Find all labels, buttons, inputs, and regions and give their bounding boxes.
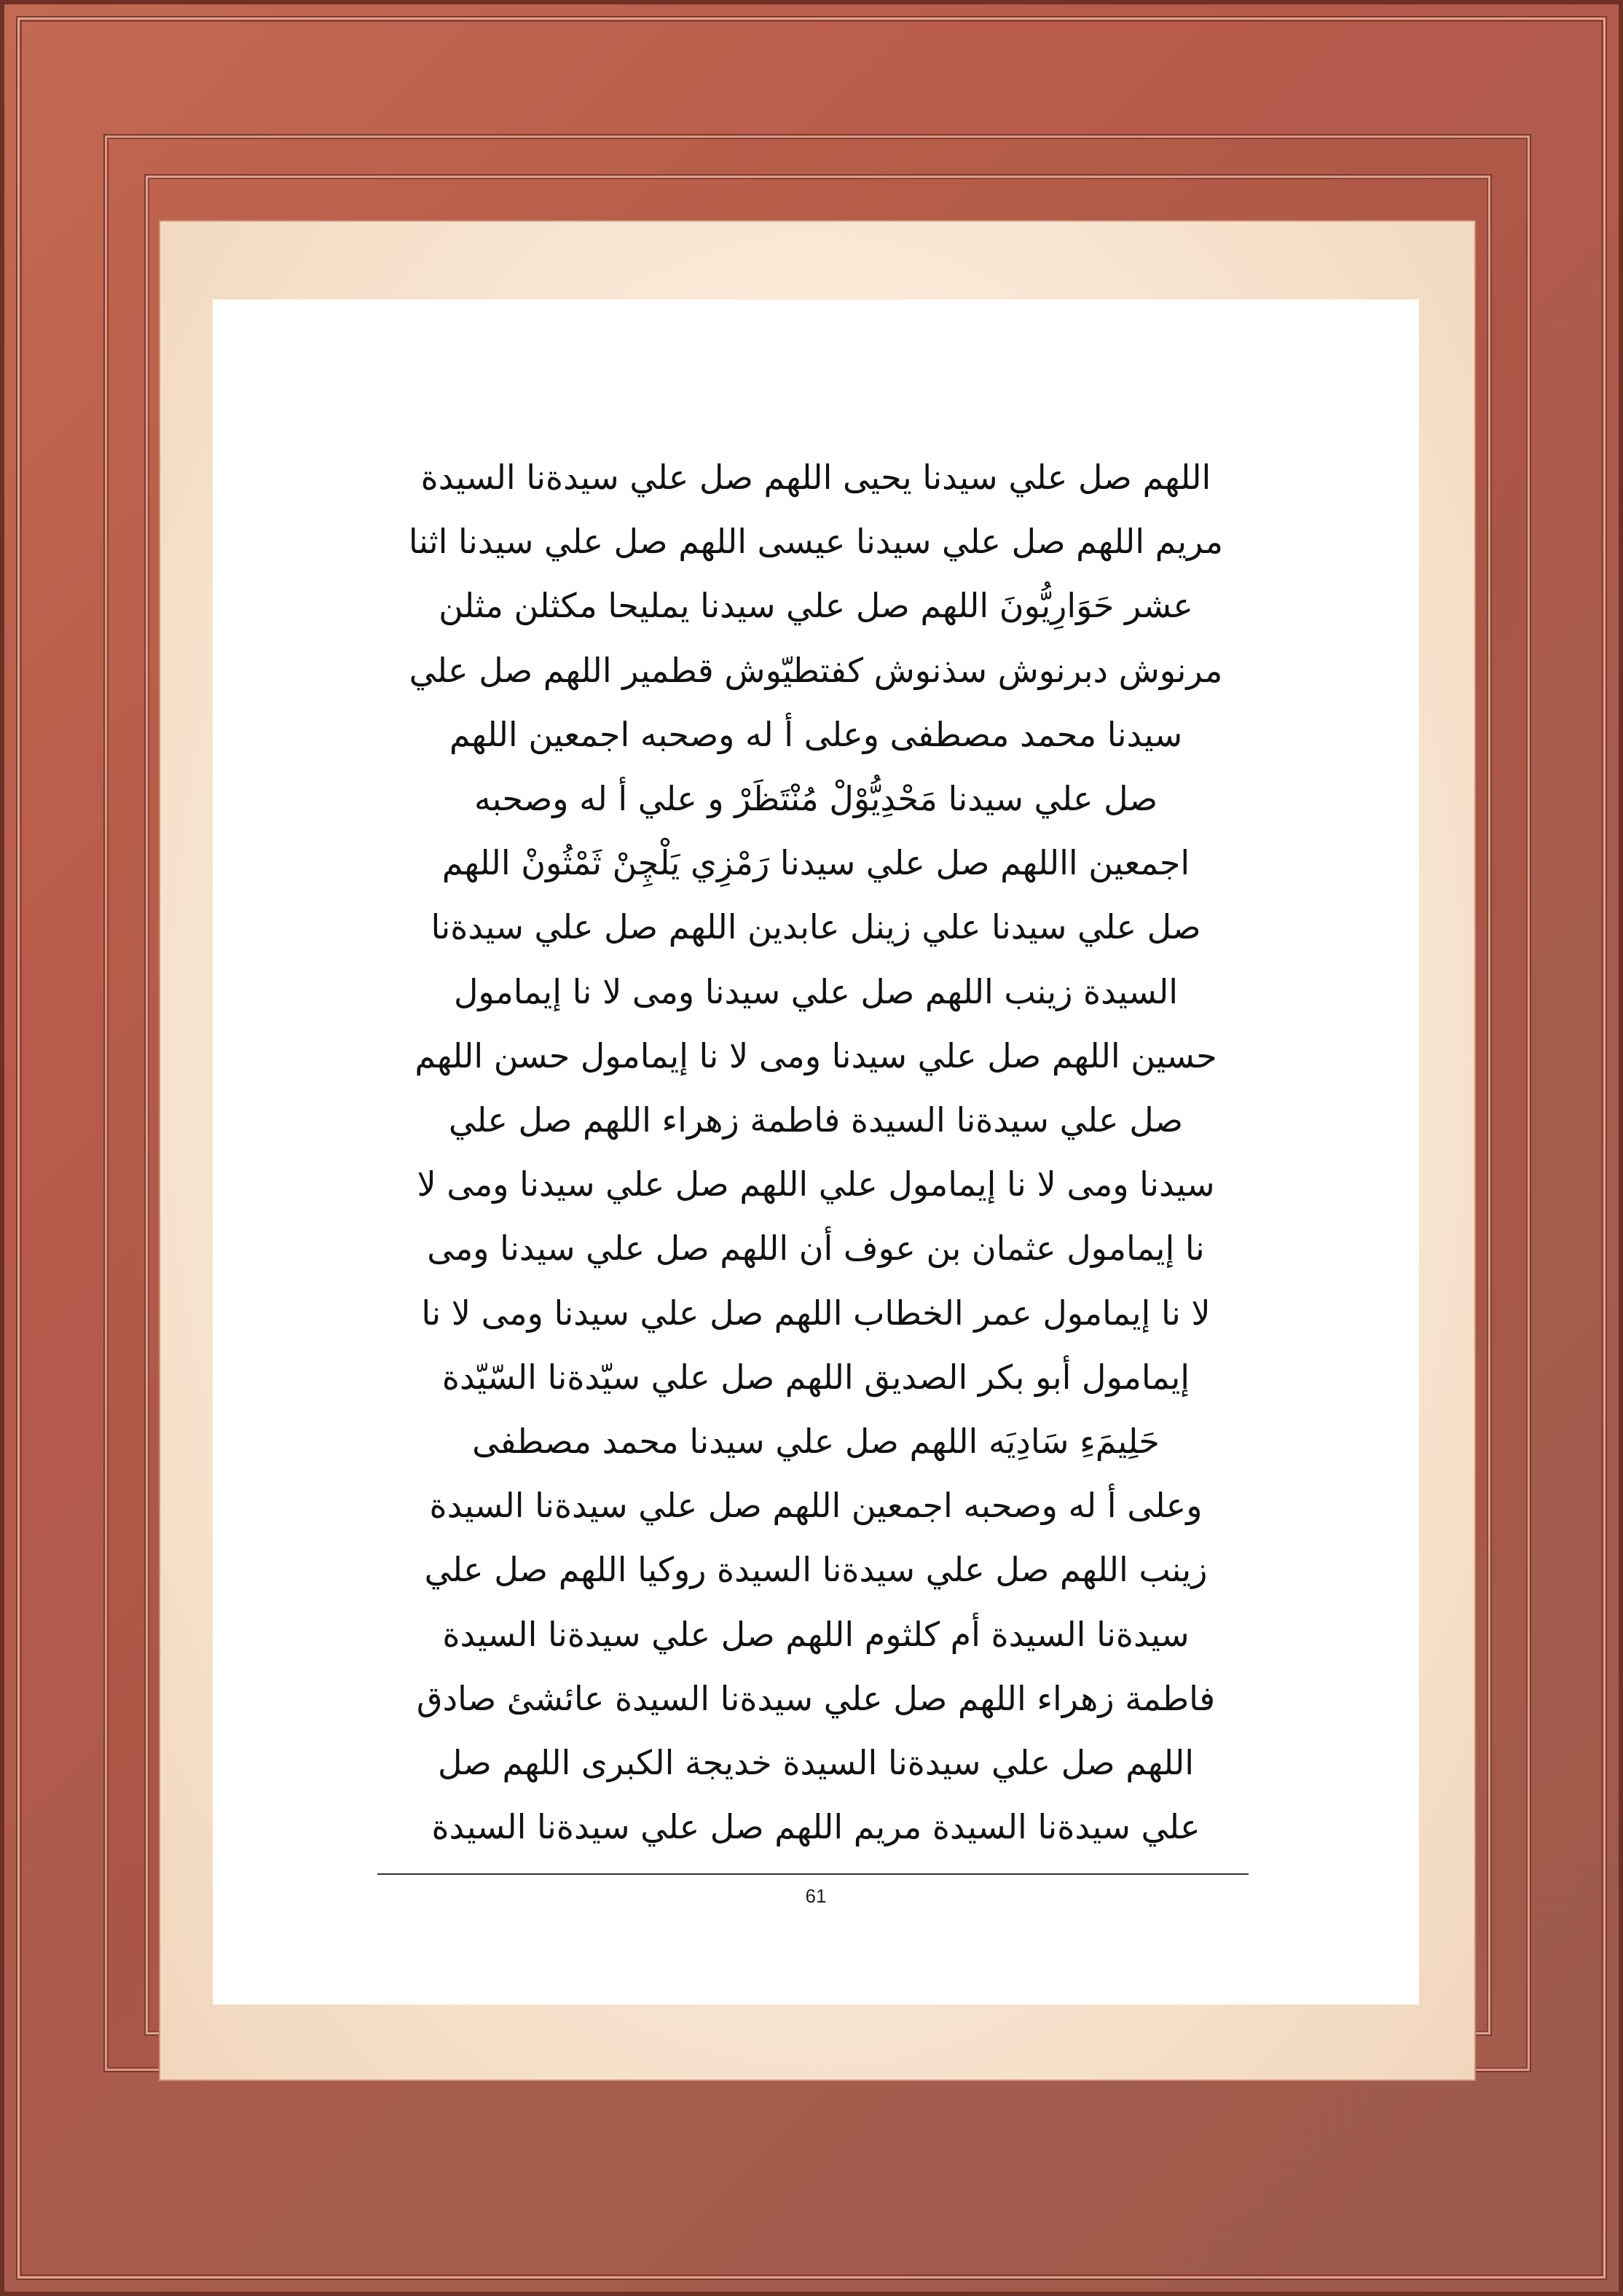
text-line: إيمامول أبو بكر الصديق اللهم صل علي سيّدةنا السّيّدة bbox=[441, 1357, 1190, 1397]
text-line: مرنوش دبرنوش سذنوش كفتطيّوش قطمير اللهم صل علي bbox=[409, 650, 1223, 690]
text-line: سيدنا محمد مصطفى وعلى أ له وصحبه اجمعين اللهم bbox=[449, 714, 1183, 754]
text-line: صل علي سيدنا مَحْدِيُّوْلْ مُنْتَظَرْ و علي أ له وصحبه bbox=[473, 779, 1158, 819]
text-line: لا نا إيمامول عمر الخطاب اللهم صل علي سيدنا ومى لا نا bbox=[421, 1293, 1211, 1333]
text-line: صل علي سيدةنا السيدة فاطمة زهراء اللهم صل علي bbox=[448, 1100, 1184, 1140]
prayer-text bbox=[344, 445, 1288, 1859]
text-line: اللهم صل علي سيدةنا السيدة خديجة الكبرى اللهم صل bbox=[437, 1743, 1195, 1783]
page-number: 61 bbox=[805, 1885, 827, 1907]
text-line: فاطمة زهراء اللهم صل علي سيدةنا السيدة عائشئ صادق bbox=[416, 1678, 1216, 1718]
text-line: نا إيمامول عثمان بن عوف أن اللهم صل علي سيدنا ومى bbox=[427, 1229, 1205, 1269]
text-line: وعلى أ له وصحبه اجمعين اللهم صل علي سيدةنا السيدة bbox=[429, 1486, 1203, 1526]
text-line: حسين اللهم صل علي سيدنا ومى لا نا إيمامول حسن اللهم bbox=[414, 1035, 1217, 1075]
text-line: سيدةنا السيدة أم كلثوم اللهم صل علي سيدةنا السيدة bbox=[442, 1614, 1190, 1654]
text-line: علي سيدةنا السيدة مريم اللهم صل علي سيدةنا السيدة bbox=[431, 1807, 1200, 1847]
text-line: مريم اللهم صل علي سيدنا عيسى اللهم صل علي سيدنا اثنا bbox=[408, 522, 1224, 562]
text-line: صل علي سيدنا علي زينل عابدين اللهم صل علي سيدةنا bbox=[431, 907, 1201, 947]
text-line: زينب اللهم صل علي سيدةنا السيدة روكيا اللهم صل علي bbox=[424, 1550, 1208, 1590]
text-line: عشر حَوَارِيُّونَ اللهم صل علي سيدنا يمليحا مكثلن مثلن bbox=[439, 586, 1193, 626]
footer-rule bbox=[377, 1873, 1249, 1875]
document-page bbox=[213, 299, 1419, 2005]
text-line: اجمعين االلهم صل علي سيدنا رَمْزِي يَلْچِنْ ثَمْثُونْ اللهم bbox=[441, 843, 1190, 883]
text-line: اللهم صل علي سيدنا يحيى اللهم صل علي سيدةنا السيدة bbox=[420, 458, 1211, 497]
text-line: حَلِيمَءِ سَادِيَه اللهم صل علي سيدنا محمد مصطفى bbox=[472, 1422, 1160, 1462]
text-line: السيدة زينب اللهم صل علي سيدنا ومى لا نا إيمامول bbox=[453, 971, 1179, 1011]
text-line: سيدنا ومى لا نا إيمامول علي اللهم صل علي سيدنا ومى لا bbox=[417, 1164, 1215, 1204]
